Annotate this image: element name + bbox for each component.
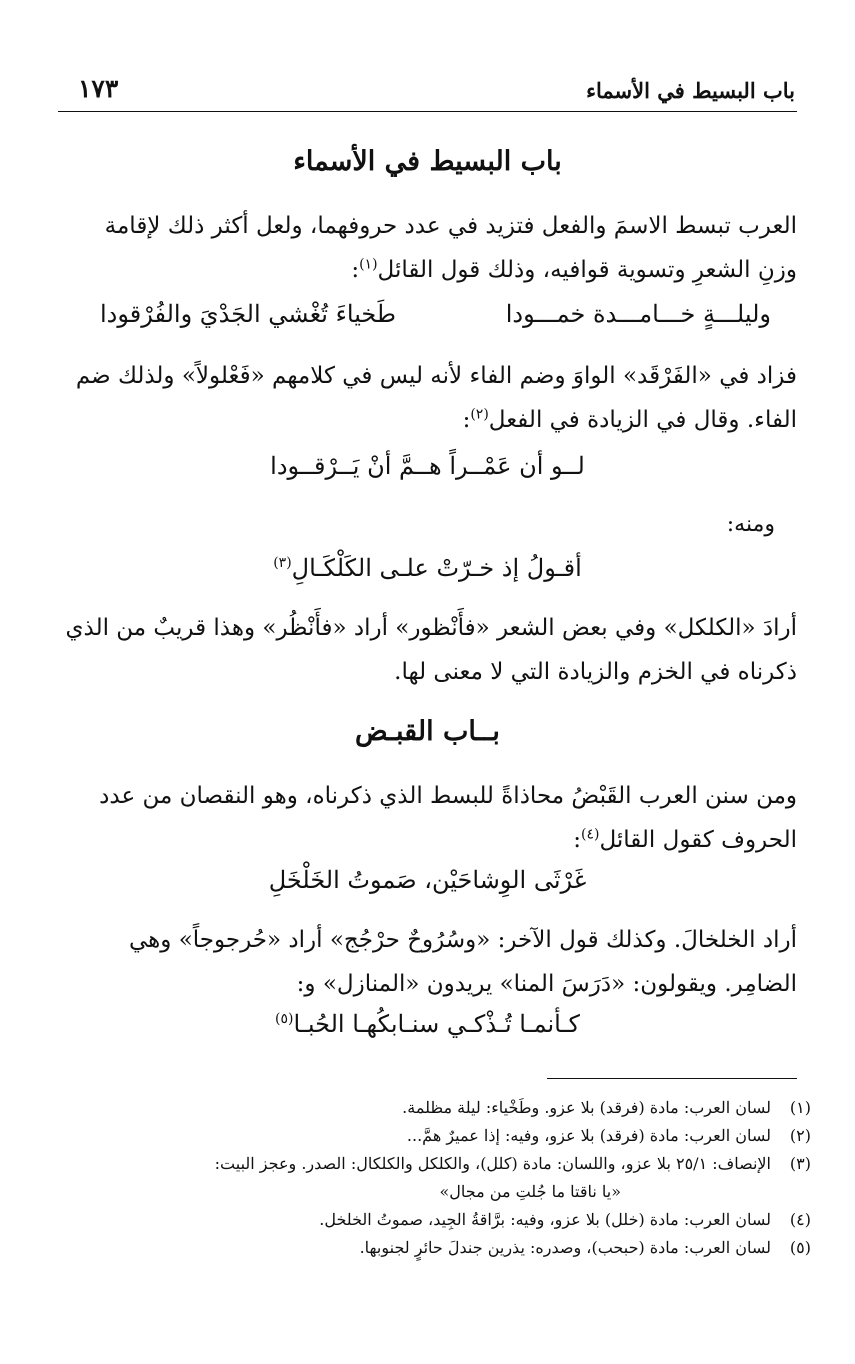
paragraph-explanation [58, 354, 797, 442]
paragraph-intro [58, 774, 797, 862]
verse-line [60, 300, 795, 340]
verse-text: أقـولُ إذ خـرّتْ علـى الكَلْكَـالِ [291, 554, 582, 582]
footnote-marker: (١) [359, 256, 378, 273]
footnote [50, 1234, 811, 1262]
paragraph-line: ومن سنن العرب القَبْضُ محاذاةً للبسط الذي ذكرناه، وهو النقصان من عدد [99, 783, 797, 809]
paragraph-explanation [58, 918, 797, 1006]
footnote [50, 1122, 811, 1150]
footnote-marker: (٢) [470, 406, 489, 423]
footnote-number: (٣) [789, 1154, 811, 1173]
paragraph-line: العرب تبسط الاسمَ والفعل فتزيد في عدد حروفهما، ولعل أكثر ذلك لإقامة [104, 213, 797, 239]
footnote-marker: (٤) [580, 826, 600, 843]
verse-line: لــو أن عَمْــراً هــمَّ أنْ يَــرْقــودا [270, 452, 585, 480]
verse-line [60, 554, 795, 582]
footnote-text: لسان العرب: مادة (فرقد) بلا عزو. وطَخْياء: ليلة مظلمة. [402, 1098, 771, 1117]
paragraph-line: الحروف كقول القائل$^{(٤)}$: [573, 826, 797, 853]
footnote-continuation: «يا ناقتا ما جُلتِ من مجال» [439, 1182, 621, 1201]
footnote-number: (١) [789, 1098, 811, 1117]
section-heading-qabd: بــاب القبـض [355, 716, 500, 747]
verse-second-hemistich: طَخياءَ تُغْشي الجَدْيَ والفُرْقودا [100, 300, 397, 328]
footnote-text: الإنصاف: ٢٥/١ بلا عزو، واللسان: مادة (كلل)، والكلكل والكلكال: الصدر. وعجز البيت: [214, 1154, 771, 1173]
footnotes [50, 1094, 811, 1262]
paragraph-line: أرادَ «الكلكل» وفي بعض الشعر «فأَنْظور» أراد «فأَنْظُر» وهذا قريبٌ من الذي [65, 615, 797, 641]
verse-intro: ومنه: [726, 512, 775, 537]
running-header [60, 70, 795, 110]
verse-line: غَرْثَى الوِشاحَيْن، صَموتُ الخَلْخَلِ [268, 866, 587, 894]
paragraph-line: وزنِ الشعرِ وتسوية قوافيه، وذلك قول القائل$^{(١)}$: [351, 256, 797, 283]
footnote-number: (٥) [789, 1238, 811, 1257]
footnote-separator [547, 1078, 797, 1079]
footnote-marker: (٣) [273, 555, 292, 571]
paragraph-line: ذكرناه في الخزم والزيادة التي لا معنى لها. [394, 659, 797, 685]
paragraph-line-text: وزنِ الشعرِ وتسوية قوافيه، وذلك قول القائل [377, 257, 797, 283]
page-number: ١٧٣ [78, 74, 119, 103]
footnote-number: (٤) [789, 1210, 811, 1229]
running-title: باب البسيط في الأسماء [586, 78, 795, 103]
verse-text: كـأنمـا تُـذْكـي سنـابكُهـا الحُبـا [293, 1010, 580, 1038]
footnote-text: لسان العرب: مادة (فرقد) بلا عزو، وفيه: إذا عميرٌ همَّ... [406, 1126, 771, 1145]
paragraph-explanation [58, 606, 797, 694]
footnote [50, 1094, 811, 1122]
verse-first-hemistich: وليلـــةٍ خـــامـــدة خمـــودا [505, 300, 771, 328]
footnote-text: لسان العرب: مادة (خلل) بلا عزو، وفيه: برَّاقةُ الجِيد، صموتُ الخلخل. [319, 1210, 771, 1229]
paragraph-line-text: الحروف كقول القائل [599, 827, 797, 853]
paragraph-line: فزاد في «الفَرْقَد» الواوَ وضم الفاء لأنه ليس في كلامهم «فَعْلولاً» ولذلك ضم [75, 363, 797, 389]
paragraph-line: الفاء. وقال في الزيادة في الفعل$^{(٢)}$: [462, 406, 797, 433]
verse-line [60, 1010, 795, 1038]
footnote [50, 1150, 811, 1206]
footnote-marker: (٥) [275, 1011, 294, 1027]
footnote [50, 1206, 811, 1234]
footnote-number: (٢) [789, 1126, 811, 1145]
paragraph-line: الضامِر. ويقولون: «دَرَسَ المنا» يريدون «المنازل» و: [296, 971, 797, 997]
footnote-text: لسان العرب: مادة (حبحب)، وصدره: يذرين جندلَ حائرٍ لجنوبها. [359, 1238, 771, 1257]
section-heading-basit: باب البسيط في الأسماء [293, 146, 562, 177]
paragraph-line-text: الفاء. وقال في الزيادة في الفعل [488, 407, 797, 433]
header-rule [58, 111, 797, 112]
paragraph-line: أراد الخلخالَ. وكذلك قول الآخر: «وسُرُوحٌ حرْجُج» أراد «حُرجوجاً» وهي [129, 927, 797, 953]
paragraph-intro [58, 204, 797, 292]
